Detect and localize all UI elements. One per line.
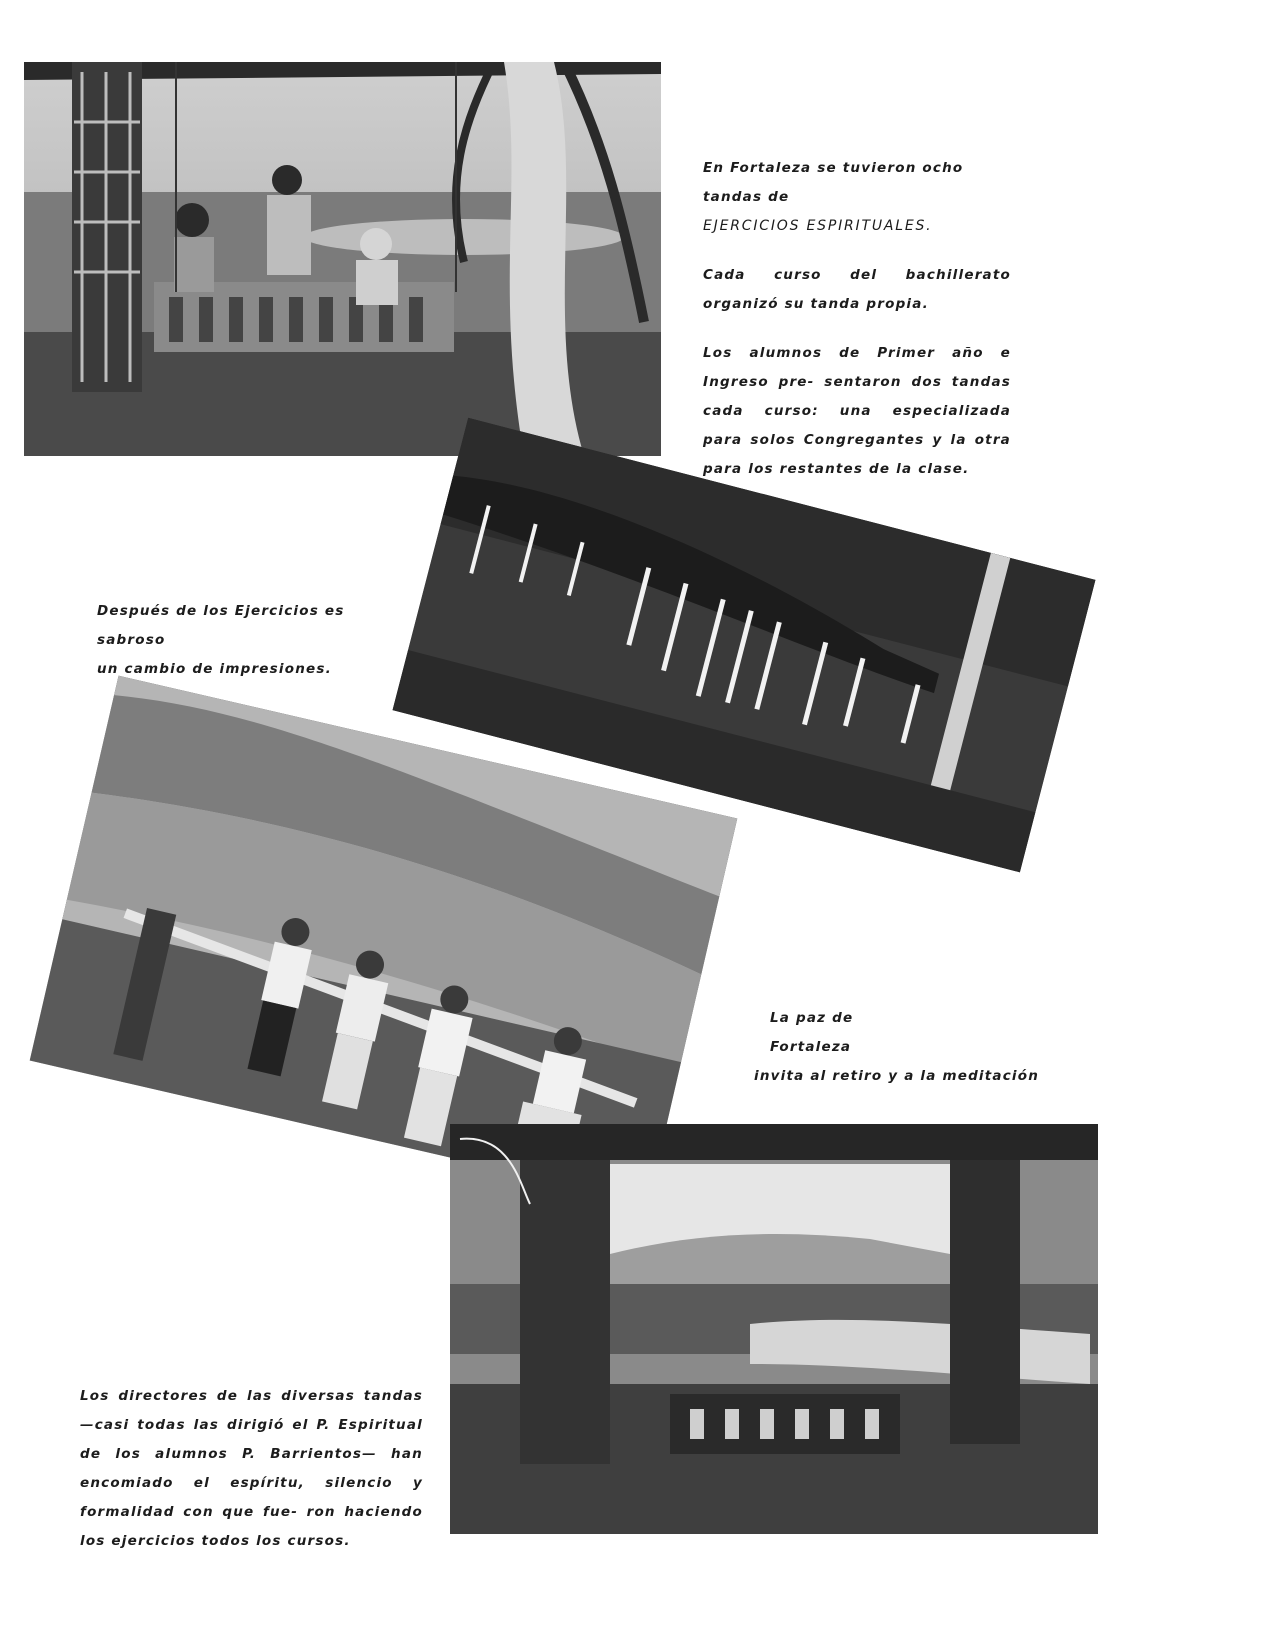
caption-middle-right	[754, 1004, 1054, 1091]
caption-middle-left	[97, 597, 397, 684]
caption-top-right-para3: Los alumnos de Primer año e Ingreso pre- sentaron dos tandas cada curso: una especializada para solos Congregantes y la otra para los restantes de la clase.	[703, 345, 1011, 477]
photo-swing-boys	[24, 62, 661, 456]
caption-bottom-left-text: Los directores de las diversas tandas —casi todas las dirigió el P. Espiritual de los alumnos P. Barrientos— han encomiado el espíritu, silencio y formalidad con que fue- ron haciendo los ejercicios todos los cursos.	[80, 1388, 423, 1549]
caption-top-right	[703, 154, 1011, 484]
caption-middle-right-line2: Fortaleza	[770, 1039, 852, 1055]
photo-pergola-view	[450, 1124, 1098, 1534]
caption-bottom-left	[80, 1382, 423, 1556]
caption-top-right-para2: Cada curso del bachillerato organizó su tanda propia.	[703, 267, 1011, 312]
caption-middle-right-line3: invita al retiro y a la meditación	[754, 1068, 1040, 1084]
caption-middle-left-line2: un cambio de impresiones.	[97, 661, 332, 677]
caption-top-right-line2: EJERCICIOS ESPIRITUALES.	[703, 218, 933, 234]
caption-top-right-line1: En Fortaleza se tuvieron ocho tandas de	[703, 160, 964, 205]
caption-middle-right-line1: La paz de	[770, 1010, 854, 1026]
caption-middle-left-line1: Después de los Ejercicios es sabroso	[97, 603, 345, 648]
